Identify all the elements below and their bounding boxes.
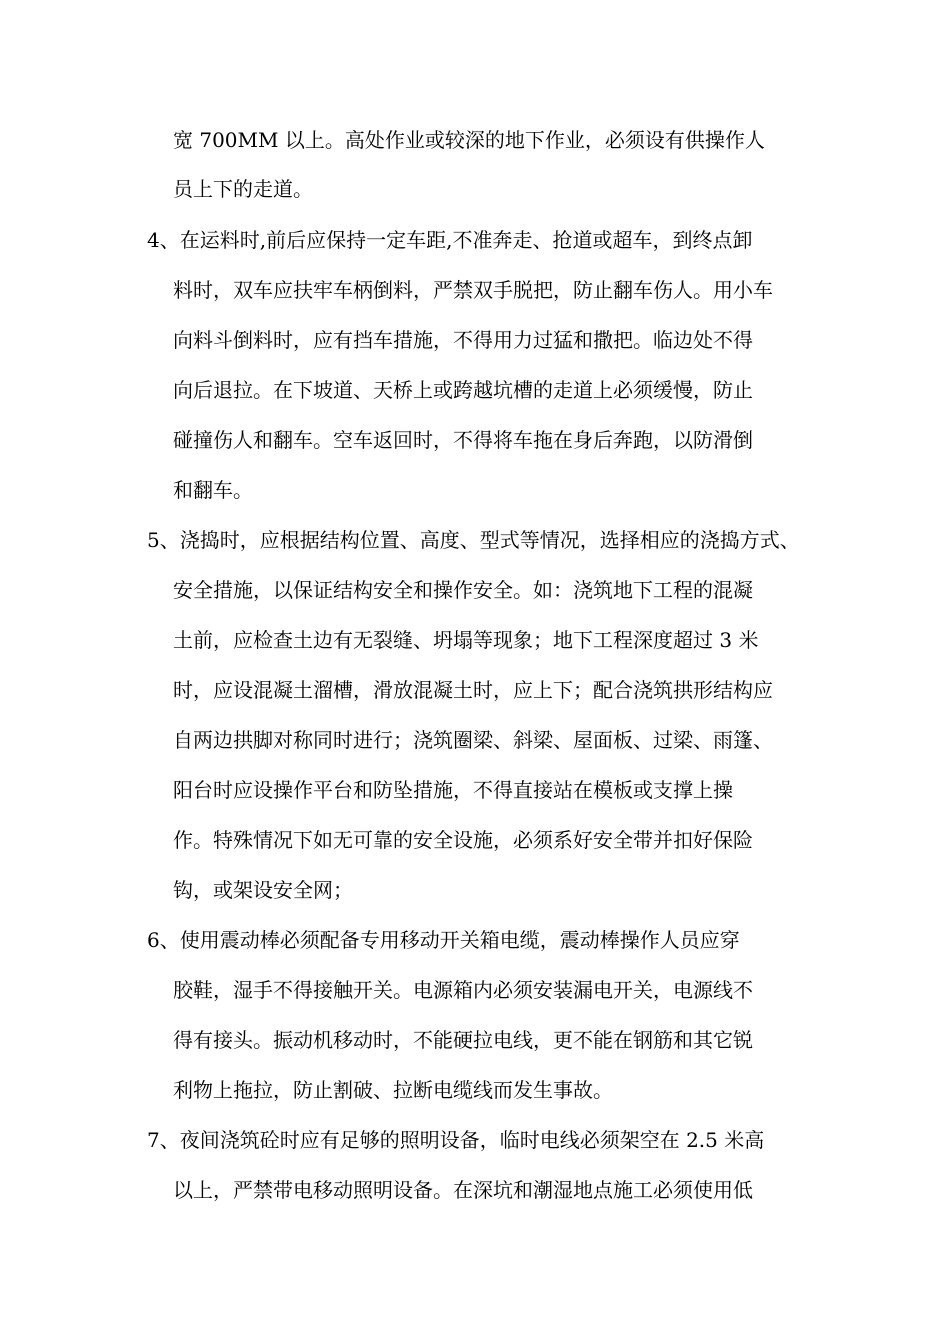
text-line-5: 向料斗倒料时，应有挡车措施，不得用力过猛和撒把。临边处不得 [173, 328, 753, 352]
text-line-1: 宽 700MM 以上。高处作业或较深的地下作业，必须设有供操作人 [173, 128, 765, 152]
text-line-8: 和翻车。 [173, 478, 253, 502]
text-line-11: 土前，应检查土边有无裂缝、坍塌等现象；地下工程深度超过 3 米 [173, 628, 759, 652]
text-line-19: 得有接头。振动机移动时，不能硬拉电线，更不能在钢筋和其它锐 [173, 1028, 753, 1052]
text-line-13: 自两边拱脚对称同时进行；浇筑圈梁、斜梁、屋面板、过梁、雨篷、 [173, 728, 773, 752]
text-line-2: 员上下的走道。 [173, 177, 313, 201]
text-line-item-5: 5、浇捣时，应根据结构位置、高度、型式等情况，选择相应的浇捣方式、 [147, 528, 800, 552]
text-line-item-6: 6、使用震动棒必须配备专用移动开关箱电缆，震动棒操作人员应穿 [147, 928, 740, 952]
text-line-18: 胶鞋，湿手不得接触开关。电源箱内必须安装漏电开关，电源线不 [173, 978, 753, 1002]
text-line-item-7: 7、夜间浇筑砼时应有足够的照明设备，临时电线必须架空在 2.5 米高 [147, 1128, 765, 1152]
text-line-7: 碰撞伤人和翻车。空车返回时，不得将车拖在身后奔跑，以防滑倒 [173, 428, 753, 452]
text-line-20: 利物上拖拉，防止割破、拉断电缆线而发生事故。 [173, 1078, 613, 1102]
text-line-4: 料时，双车应扶牢车柄倒料，严禁双手脱把，防止翻车伤人。用小车 [173, 278, 773, 302]
text-line-22: 以上，严禁带电移动照明设备。在深坑和潮湿地点施工必须使用低 [173, 1178, 753, 1202]
text-line-6: 向后退拉。在下坡道、天桥上或跨越坑槽的走道上必须缓慢，防止 [173, 378, 753, 402]
text-line-12: 时，应设混凝土溜槽，滑放混凝土时，应上下；配合浇筑拱形结构应 [173, 678, 773, 702]
text-line-14: 阳台时应设操作平台和防坠措施，不得直接站在模板或支撑上操 [173, 778, 733, 802]
text-line-16: 钩，或架设安全网； [173, 878, 353, 902]
text-line-10: 安全措施，以保证结构安全和操作安全。如：浇筑地下工程的混凝 [173, 578, 753, 602]
text-line-item-4: 4、在运料时,前后应保持一定车距,不准奔走、抢道或超车，到终点卸 [147, 228, 753, 252]
text-line-15: 作。特殊情况下如无可靠的安全设施，必须系好安全带并扣好保险 [173, 828, 753, 852]
